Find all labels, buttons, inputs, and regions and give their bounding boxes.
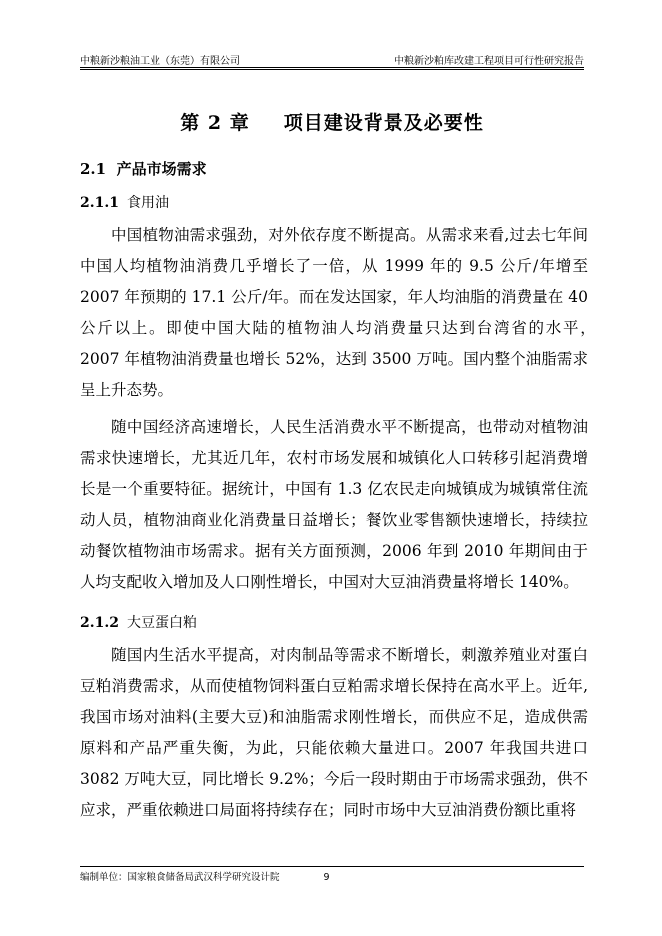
- footer-compiler: 编制单位：国家粮食储备局武汉科学研究设计院: [80, 872, 280, 883]
- paragraph-edible-oil-2: 随中国经济高速增长，人民生活消费水平不断提高，也带动对植物油需求快速增长，尤其近几年，农村市场发展和城镇化人口转移引起消费增长是一个重要特征。据统计，中国有 1.3 亿农民走向城镇成为城镇常住流动人员，植物油商业化消费量日益增长；餐饮业零售额快速增长，持续拉动餐饮植物油市场需求。据有关方面预测，2006 年到 2010 年期间由于人均支配收入增加及人口刚性增长，中国对大豆油消费量将增长 140%。: [80, 418, 588, 591]
- subsection-title: 食用油: [126, 195, 169, 211]
- page-footer: [80, 869, 330, 883]
- subsection-title: 大豆蛋白粕: [126, 615, 197, 631]
- header-company: 中粮新沙粮油工业（东莞）有限公司: [80, 56, 240, 67]
- section-heading-2-1: [80, 158, 207, 179]
- paragraph-soybean-meal-1: 随国内生活水平提高，对肉制品等需求不断增长，刺激养殖业对蛋白豆粕消费需求，从而使植物饲料蛋白豆粕需求增长保持在高水平上。近年,我国市场对油料(主要大豆)和油脂需求刚性增长，而供应不足，造成供需原料和产品严重失衡，为此，只能依赖大量进口。2007 年我国共进口 3082 万吨大豆，同比增长 9.2%；今后一段时期由于市场需求强劲，供不应求，严重依赖进口局面将持续存在；同时市场中大豆油消费份额比重将: [80, 646, 588, 819]
- section-heading-2-1-1: [80, 192, 169, 212]
- section-number: 2.1: [80, 160, 107, 178]
- section-heading-2-1-2: [80, 612, 197, 632]
- paragraph-edible-oil-1: 中国植物油需求强劲，对外依存度不断提高。从需求来看,过去七年间中国人均植物油消费几乎增长了一倍，从 1999 年的 9.5 公斤/年增至 2007 年预期的 17.1 公斤/年。而在发达国家，年人均油脂的消费量在 40 公斤以上。即使中国大陆的植物油人均消费量只达到台湾省的水平， 2007 年植物油消费量也增长 52%，达到 3500 万吨。国内整个油脂需求呈上升态势。: [80, 226, 604, 399]
- page-number: 9: [323, 872, 330, 883]
- page-header: [80, 50, 584, 68]
- subsection-number: 2.1.2: [80, 615, 119, 631]
- header-rule: [80, 67, 584, 68]
- section-title: 产品市场需求: [116, 160, 207, 178]
- chapter-title: 项目建设背景及必要性: [283, 112, 484, 134]
- header-report-title: 中粮新沙粕库改建工程项目可行性研究报告: [394, 56, 584, 67]
- chapter-number: 第 2 章: [180, 112, 250, 134]
- header-rule-secondary: [80, 69, 584, 70]
- chapter-heading: [80, 108, 584, 135]
- subsection-number: 2.1.1: [80, 195, 119, 211]
- footer-rule: [80, 866, 584, 867]
